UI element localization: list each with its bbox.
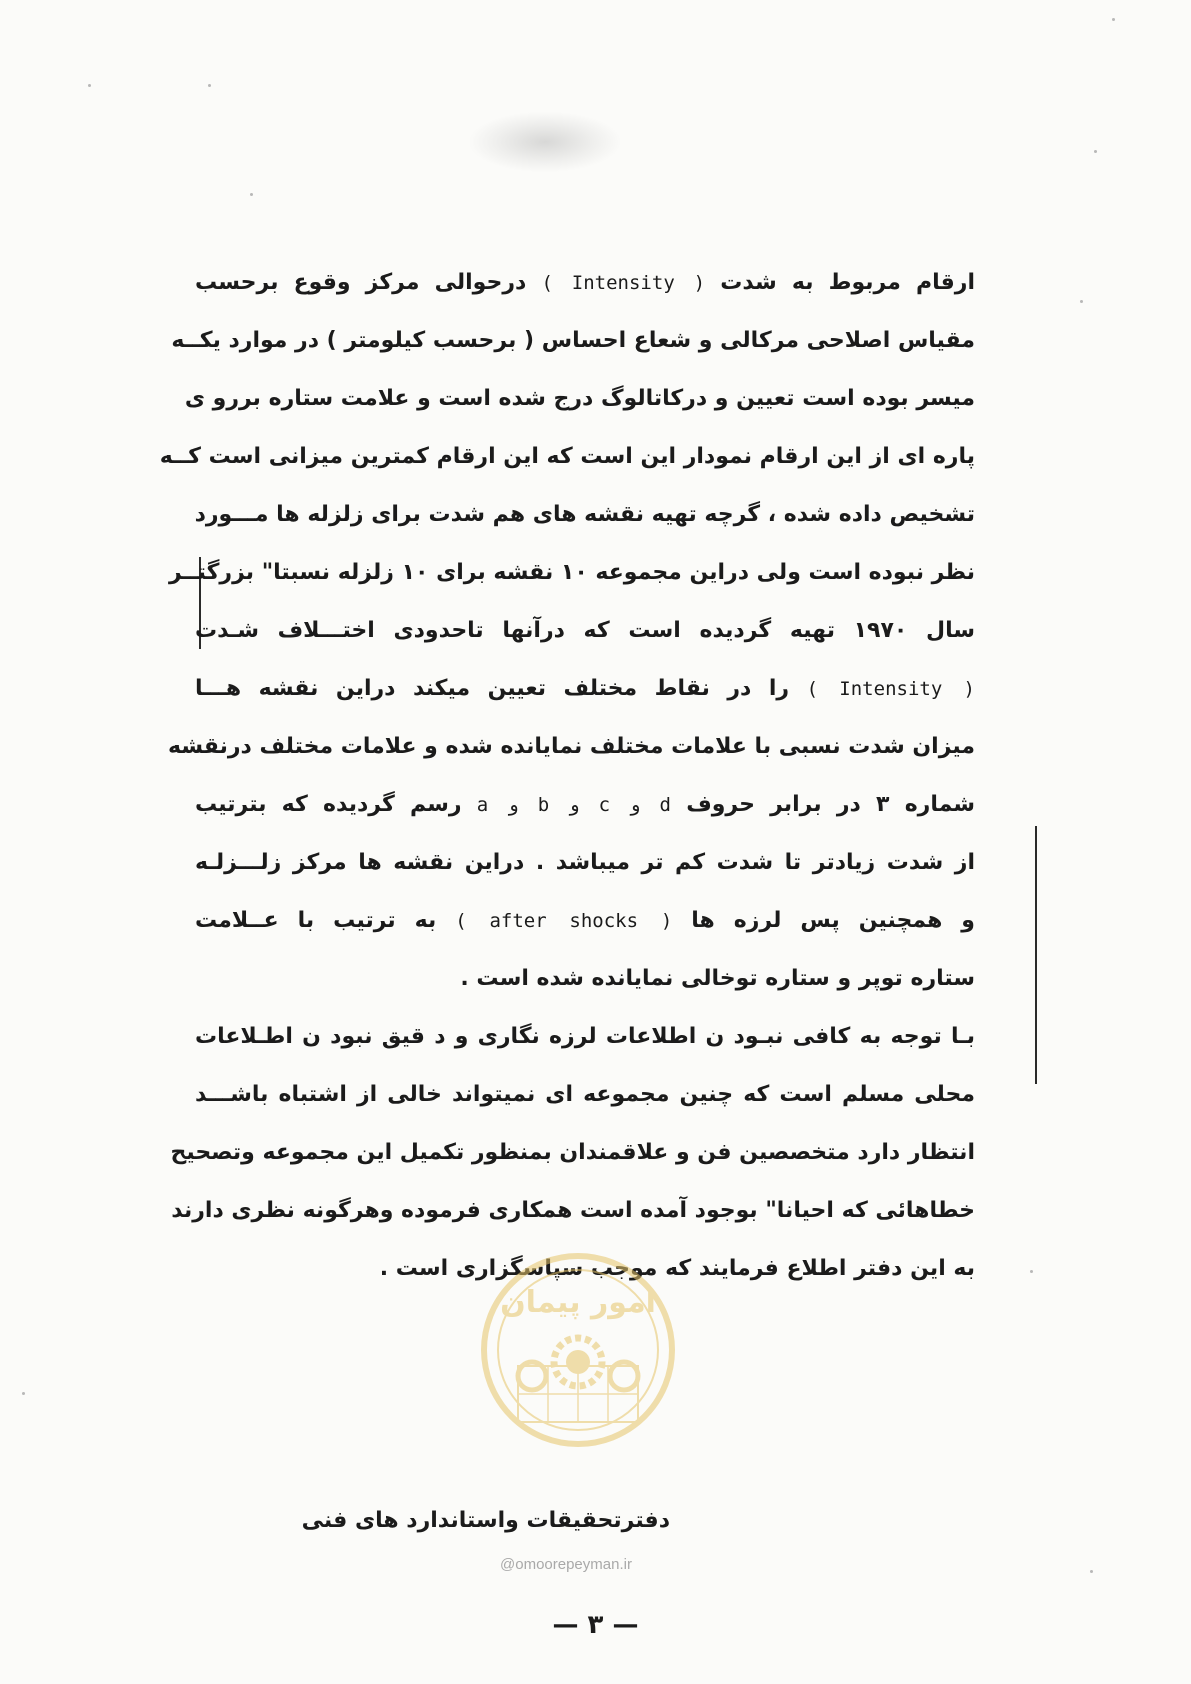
scan-speck [250,193,253,196]
text-line [168,544,975,602]
text-segment: شماره ۳ در برابر حروف [686,792,975,817]
text-line [195,834,975,892]
text-segment: و همچنین پس لرزه ها [691,908,975,933]
text-line [195,602,975,660]
text-segment: را در نقاط مختلف تعیین میکند دراین نقشه هـــا [195,676,790,701]
margin-line [1035,826,1037,1084]
text-line [195,660,975,718]
scan-speck [1080,300,1083,303]
scan-speck [1094,150,1097,153]
text-segment: مقیاس اصلاحی مرکالی و شعاع احساس ( برحسب کیلومتر ) در موارد یکــه [171,328,975,353]
text-line [195,254,975,312]
text-line [195,486,975,544]
text-line [195,892,975,950]
text-line: به این دفتر اطلاع فرمایند که موجب سپاسگزاری است . [379,1256,975,1281]
text-line [195,776,975,834]
text-segment: تشخیص داده شده ، گرچه تهیه نقشه های هم شدت برای زلزله ها مـــورد [194,502,975,527]
scan-speck [1090,1570,1093,1573]
page-number: — ۳ — [552,1610,639,1640]
latin-term: ( Intensity ) [541,272,706,294]
scan-speck [208,84,211,87]
text-line [168,718,975,776]
latin-term: ( Intensity ) [806,678,975,700]
text-segment: ستاره توپر و ستاره توخالی نمایانده شده است . [460,966,975,991]
text-segment: میزان شدت نسبی با علامات مختلف نمایانده شده و علامات مختلف درنقشه [168,734,975,759]
text-line [159,428,975,486]
scan-speck [1112,18,1115,21]
text-segment: پاره ای از این ارقام نمودار این است که این ارقام کمترین میزانی است کــه [159,444,975,469]
scan-speck [22,1392,25,1395]
text-line: انتظار دارد متخصصین فن و علاقمندان بمنظور تکمیل این مجموعه وتصحیح [170,1140,975,1165]
text-segment: سال ۱۹۷۰ تهیه گردیده است که درآنها تاحدودی اختـــلاف شـدت [195,618,975,643]
latin-term: ( after shocks ) [455,910,673,932]
text-line: بـا توجه به کافی نبـود ن اطلاعات لرزه نگاری و د قیق نبود ن اطـلاعات [195,1024,975,1049]
text-segment: نظر نبوده است ولی دراین مجموعه ۱۰ نقشه برای ۱۰ زلزله نسبتا" بزرگتــر [168,560,975,585]
stamp-seal [478,1250,678,1450]
watermark-text: @omoorepeyman.ir [500,1556,632,1573]
text-segment: درحوالی مرکز وقوع برحسب [195,270,527,295]
scan-smudge [470,112,620,172]
text-line: محلی مسلم است که چنین مجموعه ای نمیتواند خالی از اشتباه باشـــد [195,1082,975,1107]
text-segment: میسر بوده است تعیین و درکاتالوگ درج شده است و علامت ستاره بررو ی [184,386,975,411]
stamp-text: امور پیمان [500,1285,656,1320]
text-segment: به ترتیب با عــلامت [195,908,437,933]
text-segment: رسم گردیده که بترتیب [195,792,462,817]
text-segment: ارقام مربوط به شدت [720,270,975,295]
paragraph-1 [159,254,975,1008]
body-text [159,254,975,1298]
scan-speck [88,84,91,87]
signature-office: دفترتحقیقات واستاندارد های فنی [301,1508,670,1533]
scan-speck [1030,1270,1033,1273]
text-line [195,950,975,1008]
latin-term: a و b و c و d [476,794,671,816]
text-line [171,312,975,370]
text-segment: از شدت زیادتر تا شدت کم تر میباشد . دراین نقشه ها مرکز زلـــزلـه [195,850,975,875]
text-line: خطاهائی که احیانا" بوجود آمده است همکاری فرموده وهرگونه نظری دارند [171,1198,975,1223]
text-line [184,370,975,428]
